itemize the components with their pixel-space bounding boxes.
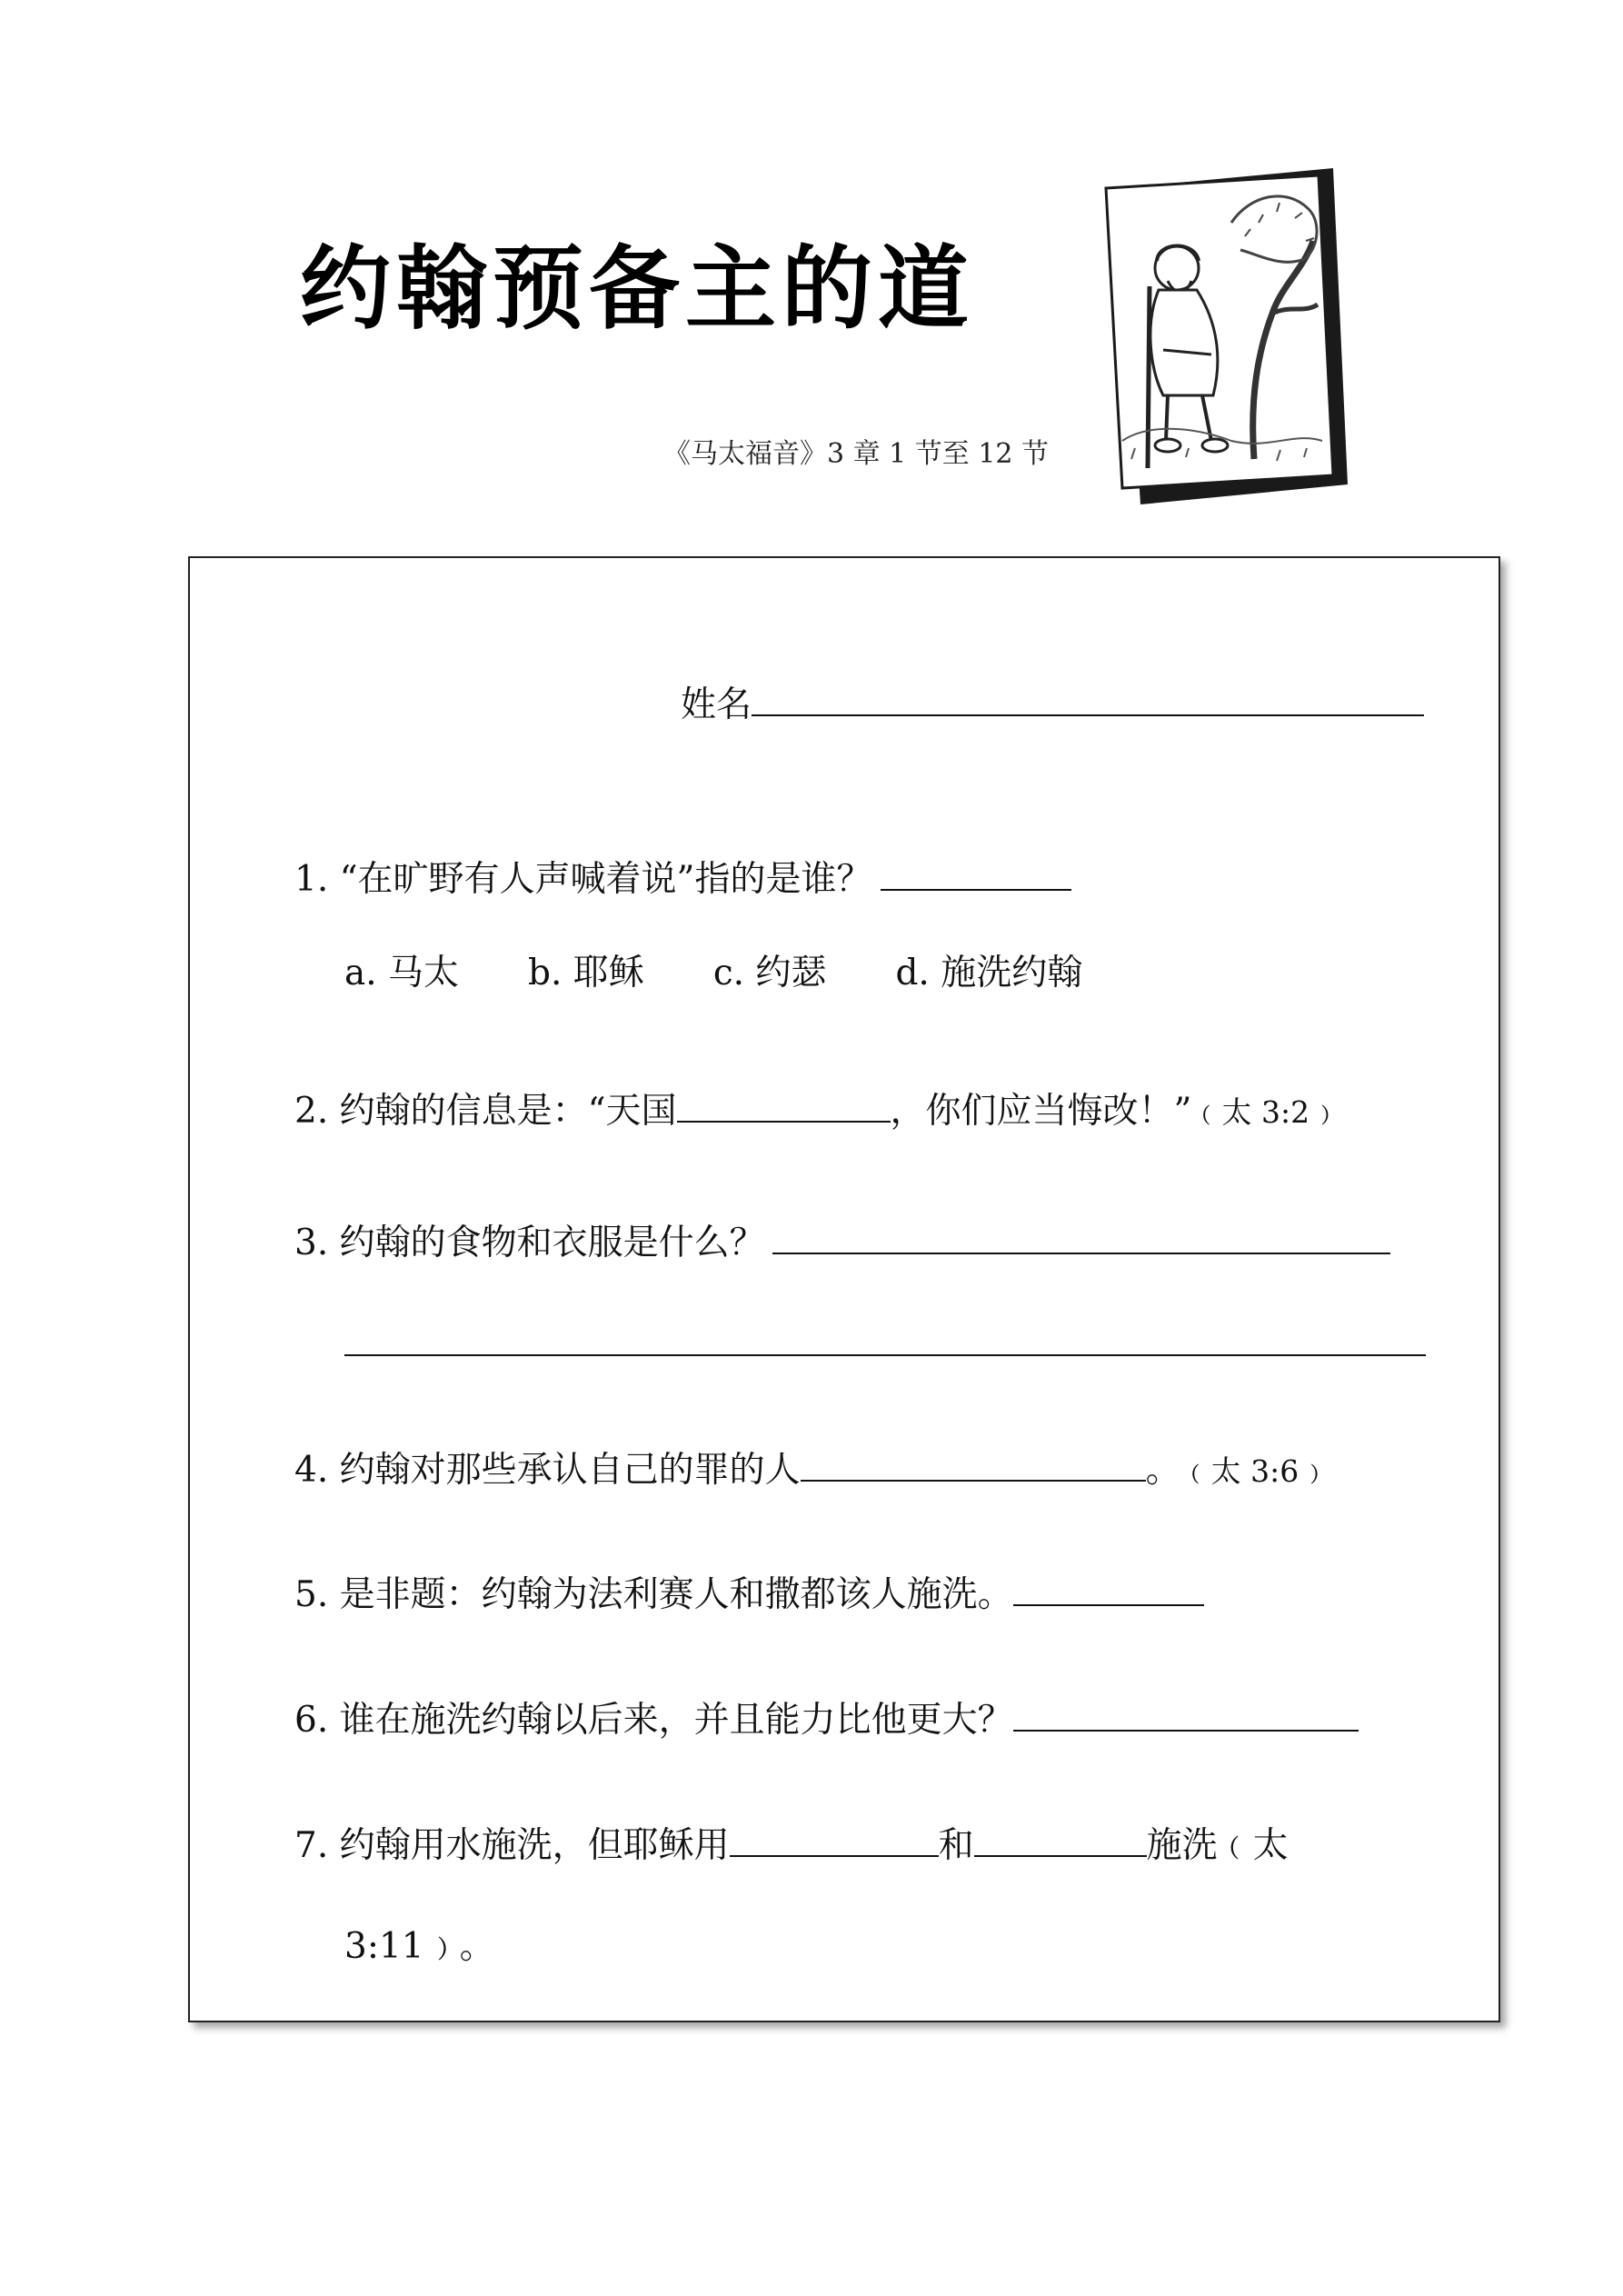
question-4 [294,1449,1329,1491]
question-3-blank-2[interactable] [344,1323,1426,1356]
question-7-text-start: 7. 约翰用水施洗，但耶稣用 [294,1825,730,1866]
question-4-text: 4. 约翰对那些承认自己的罪的人 [294,1450,801,1491]
question-1-blank[interactable] [881,858,1071,891]
question-5 [294,1573,1204,1615]
question-3-line-2 [344,1323,1426,1363]
question-6-text: 6. 谁在施洗约翰以后来，并且能力比他更大？ [294,1700,1013,1741]
question-7-blank-1[interactable] [730,1824,939,1857]
option-d[interactable]: d. 施洗约翰 [895,953,1083,993]
option-c[interactable]: c. 约瑟 [712,953,827,993]
question-2-blank[interactable] [677,1090,891,1123]
question-7-line-2: 3:11﹚。 [344,1926,495,1967]
question-1-text: 1. “在旷野有人声喊着说”指的是谁？ [294,859,872,900]
worksheet-card [188,556,1500,2022]
name-label: 姓名 [681,684,752,725]
question-1-options [344,955,1151,991]
question-7-blank-2[interactable] [974,1824,1147,1857]
option-b[interactable]: b. 耶稣 [528,953,644,993]
question-4-blank[interactable] [801,1449,1146,1482]
name-blank[interactable] [752,684,1424,716]
question-2 [294,1090,1340,1132]
name-row [681,684,1424,723]
question-4-period: 。 [1145,1450,1181,1491]
john-baptist-illustration-icon [1095,168,1349,504]
question-2-reference: ﹙太 3:2﹚ [1191,1094,1340,1130]
question-1 [294,858,1071,900]
page-title: 约翰预备主的道 [300,235,974,342]
question-7-text-end: 施洗﹙太 [1146,1825,1289,1866]
question-7 [294,1824,1289,1866]
question-3-blank-1[interactable] [772,1222,1390,1254]
question-6-blank[interactable] [1013,1699,1359,1732]
question-6 [294,1699,1359,1741]
question-3-text: 3. 约翰的食物和衣服是什么？ [294,1223,765,1263]
question-5-blank[interactable] [1013,1573,1204,1606]
question-5-text: 5. 是非题：约翰为法利赛人和撒都该人施洗。 [294,1574,1013,1615]
question-2-text-end: ，你们应当悔改！” [890,1091,1192,1132]
question-3 [294,1222,1390,1261]
question-2-text-start: 2. 约翰的信息是：“天国 [294,1091,677,1132]
option-a[interactable]: a. 马太 [344,953,460,993]
scripture-reference: 《马太福音》3 章 1 节至 12 节 [663,438,1050,470]
question-4-reference: ﹙太 3:6﹚ [1180,1453,1329,1489]
question-7-and: 和 [938,1825,974,1866]
